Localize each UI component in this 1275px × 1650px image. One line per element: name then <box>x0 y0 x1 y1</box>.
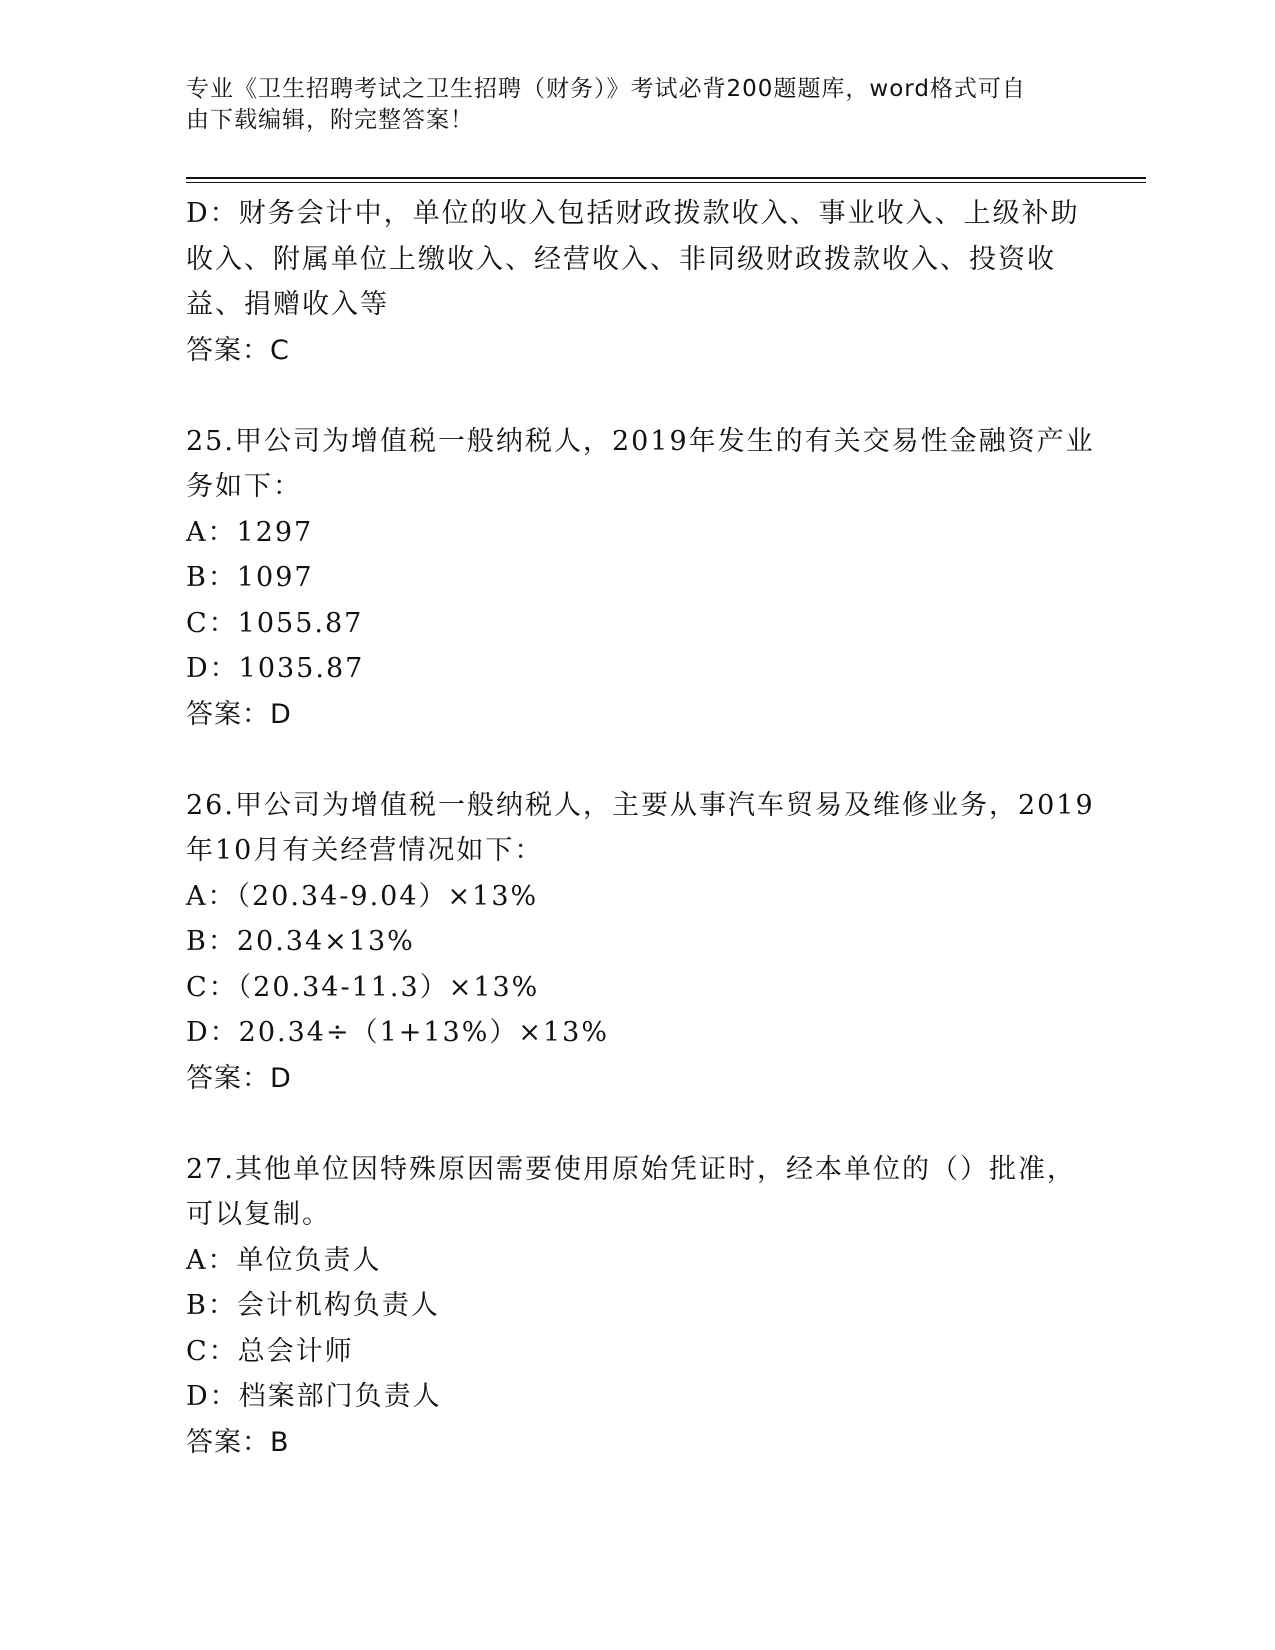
spacer <box>186 373 1086 419</box>
spacer <box>186 737 1086 783</box>
question-25 <box>186 419 1095 738</box>
option-c: C：总会计师 <box>186 1335 354 1367</box>
option-b: B：会计机构负责人 <box>186 1290 440 1321</box>
document-body <box>186 191 1095 1465</box>
option-d-line: D：财务会计中，单位的收入包括财政拨款收入、事业收入、上级补助 <box>186 198 1080 229</box>
option-d: D：20.34÷（1+13%）×13% <box>186 1017 610 1048</box>
answer-line: 答案：D <box>186 698 292 730</box>
option-c: C：（20.34-11.3）×13% <box>186 971 540 1003</box>
spacer <box>186 1101 1086 1147</box>
question-stem-line: 26.甲公司为增值税一般纳税人，主要从事汽车贸易及维修业务，2019 <box>186 789 1095 821</box>
answer-line: 答案：C <box>186 334 290 366</box>
option-b: B：20.34×13% <box>186 926 415 957</box>
prev-question-block <box>186 191 1086 373</box>
header-title-line-1: 专业《卫生招聘考试之卫生招聘（财务）》考试必背200题题库，word格式可自 <box>186 76 1026 102</box>
question-stem-line: 务如下： <box>186 471 302 502</box>
question-stem-line: 27.其他单位因特殊原因需要使用原始凭证时，经本单位的（）批准， <box>186 1153 1076 1185</box>
option-b: B：1097 <box>186 562 314 593</box>
option-d-line: 收入、附属单位上缴收入、经营收入、非同级财政拨款收入、投资收 <box>186 243 1056 275</box>
header-divider-thick <box>186 177 1146 179</box>
option-d: D：1035.87 <box>186 653 365 684</box>
header-divider-thin <box>186 182 1146 183</box>
option-d: D：档案部门负责人 <box>186 1381 442 1412</box>
answer-line: 答案：D <box>186 1062 292 1094</box>
option-c: C：1055.87 <box>186 607 364 639</box>
header-title-line-2: 由下载编辑，附完整答案！ <box>186 107 474 133</box>
question-27 <box>186 1147 1086 1466</box>
answer-line: 答案：B <box>186 1426 290 1458</box>
option-a: A：（20.34-9.04）×13% <box>186 880 539 912</box>
question-stem-line: 25.甲公司为增值税一般纳税人，2019年发生的有关交易性金融资产业 <box>186 425 1095 457</box>
option-a: A：单位负责人 <box>186 1244 382 1276</box>
option-d-line: 益、捐赠收入等 <box>186 289 389 320</box>
question-26 <box>186 783 1095 1102</box>
document-header <box>186 74 1066 136</box>
question-stem-line: 可以复制。 <box>186 1199 331 1230</box>
question-stem-line: 年10月有关经营情况如下： <box>186 835 544 866</box>
option-a: A：1297 <box>186 516 314 548</box>
